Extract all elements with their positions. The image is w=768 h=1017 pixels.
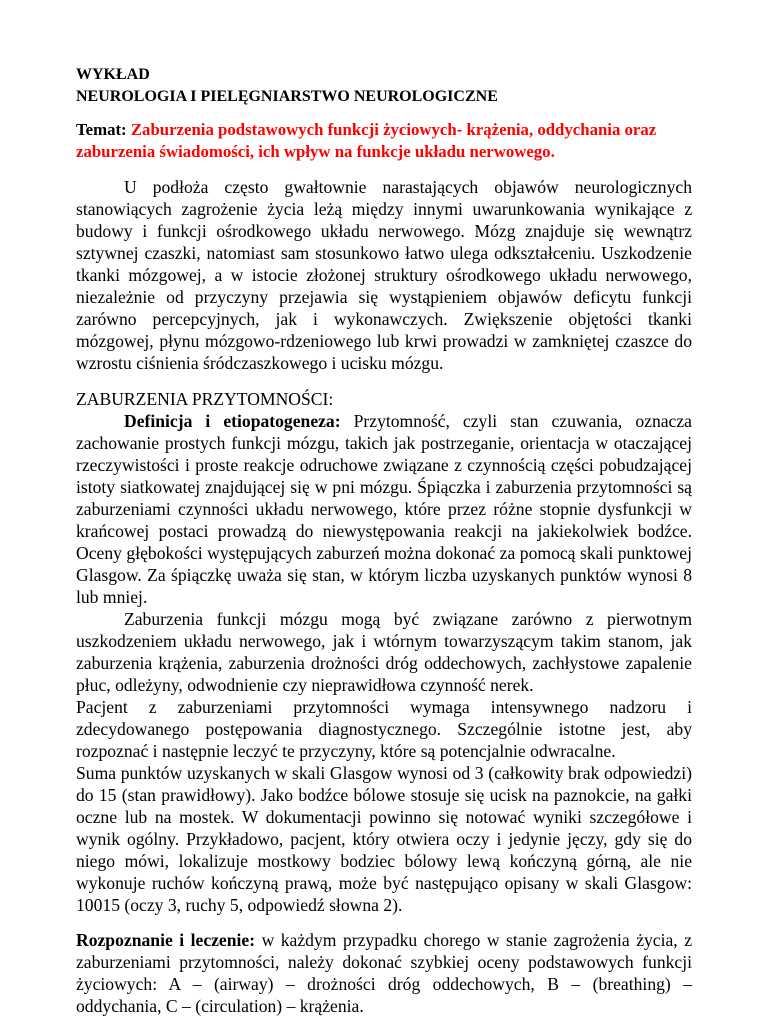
definition-text: Przytomność, czyli stan czuwania, oznacza zachowanie prostych funkcji mózgu, takich jak postrzeganie, orientacja w otaczającej rzeczywistości i proste reakcje odruchowe związane z czynnością części pobudzającej istoty siatkowatej znajdującej się w pni mózgu. Śpiączka i zaburzenia przytomności są zaburzeniami czynności układu nerwowego, które przez różne stopnie dysfunkcji w krańcowej postaci prowadzą do niewystępowania reakcji na jakiekolwiek bodźce. Oceny głębokości występujących zaburzeń można dokonać za pomocą skali punktowej Glasgow. Za śpiączkę uważa się stan, w którym liczba uzyskanych punktów wynosi 8 lub mniej. xyxy=(76,411,692,607)
topic-heading xyxy=(76,119,692,163)
document-header xyxy=(76,64,692,108)
topic-label: Temat: xyxy=(76,120,127,139)
lecture-label: WYKŁAD xyxy=(76,66,150,83)
patient-paragraph: Pacjent z zaburzeniami przytomności wymaga intensywnego nadzoru i zdecydowanego postępowania diagnostycznego. Szczególnie istotne jest, aby rozpoznać i następnie leczyć te przyczyny, które są potencjalnie odwracalne. xyxy=(76,697,692,761)
course-title: NEUROLOGIA I PIELĘGNIARSTWO NEUROLOGICZNE xyxy=(76,88,498,105)
document-page xyxy=(76,64,692,1017)
definition-label: Definicja i etiopatogeneza: xyxy=(124,411,341,431)
topic-text: Zaburzenia podstawowych funkcji życiowych- krążenia, oddychania oraz zaburzenia świadomości, ich wpływ na funkcje układu nerwowego. xyxy=(76,120,657,161)
intro-paragraph: U podłoża często gwałtownie narastających objawów neurologicznych stanowiących zagrożenie życia leżą między innymi uwarunkowania wynikające z budowy i funkcji ośrodkowego układu nerwowego. Mózg znajduje się wewnątrz sztywnej czaszki, natomiast sam stosunkowo łatwo ulega odkształceniu. Uszkodzenie tkanki mózgowej, a w istocie złożonej struktury ośrodkowego układu nerwowego, niezależnie od przyczyny przejawia się wystąpieniem objawów deficytu funkcji zarówno percepcyjnych, jak i wykonawczych. Zwiększenie objętości tkanki mózgowej, płynu mózgowo-rdzeniowego lub krwi prowadzi w zamkniętej czaszce do wzrostu ciśnienia śródczaszkowego i ucisku mózgu. xyxy=(76,177,692,373)
glasgow-paragraph: Suma punktów uzyskanych w skali Glasgow wynosi od 3 (całkowity brak odpowiedzi) do 15 (stan prawidłowy). Jako bodźce bólowe stosuje się ucisk na paznokcie, na gałki oczne lub na mostek. W dokumentacji powinno się notować wyniki szczegółowe i wynik ogólny. Przykładowo, pacjent, który otwiera oczy i jedynie jęczy, gdy się do niego mówi, lokalizuje mostkowy bodziec bólowy lewą kończyną górną, ale nie wykonuje ruchów kończyną prawą, może być następująco opisany w skali Glasgow: 10015 (oczy 3, ruchy 5, odpowiedź słowna 2). xyxy=(76,763,692,915)
diagnosis-label: Rozpoznanie i leczenie: xyxy=(76,930,256,950)
brain-function-paragraph: Zaburzenia funkcji mózgu mogą być związane zarówno z pierwotnym uszkodzeniem układu nerwowego, jak i wtórnym towarzyszącym takim stanom, jak zaburzenia krążenia, zaburzenia drożności dróg oddechowych, zachłystowe zapalenie płuc, odleżyny, odwodnienie czy nieprawidłowa czynność nerek. xyxy=(76,609,692,695)
definition-paragraph xyxy=(76,410,692,608)
section-title: ZABURZENIA PRZYTOMNOŚCI: xyxy=(76,389,334,409)
diagnosis-paragraph xyxy=(76,929,692,1017)
diagnosis-text: w każdym przypadku chorego w stanie zagrożenia życia, z zaburzeniami przytomności, należy dokonać szybkiej oceny podstawowych funkcji życiowych: A – (airway) – drożności dróg oddechowych, B – (breathing) – oddychania, C – (circulation) – krążenia. xyxy=(76,930,693,1016)
